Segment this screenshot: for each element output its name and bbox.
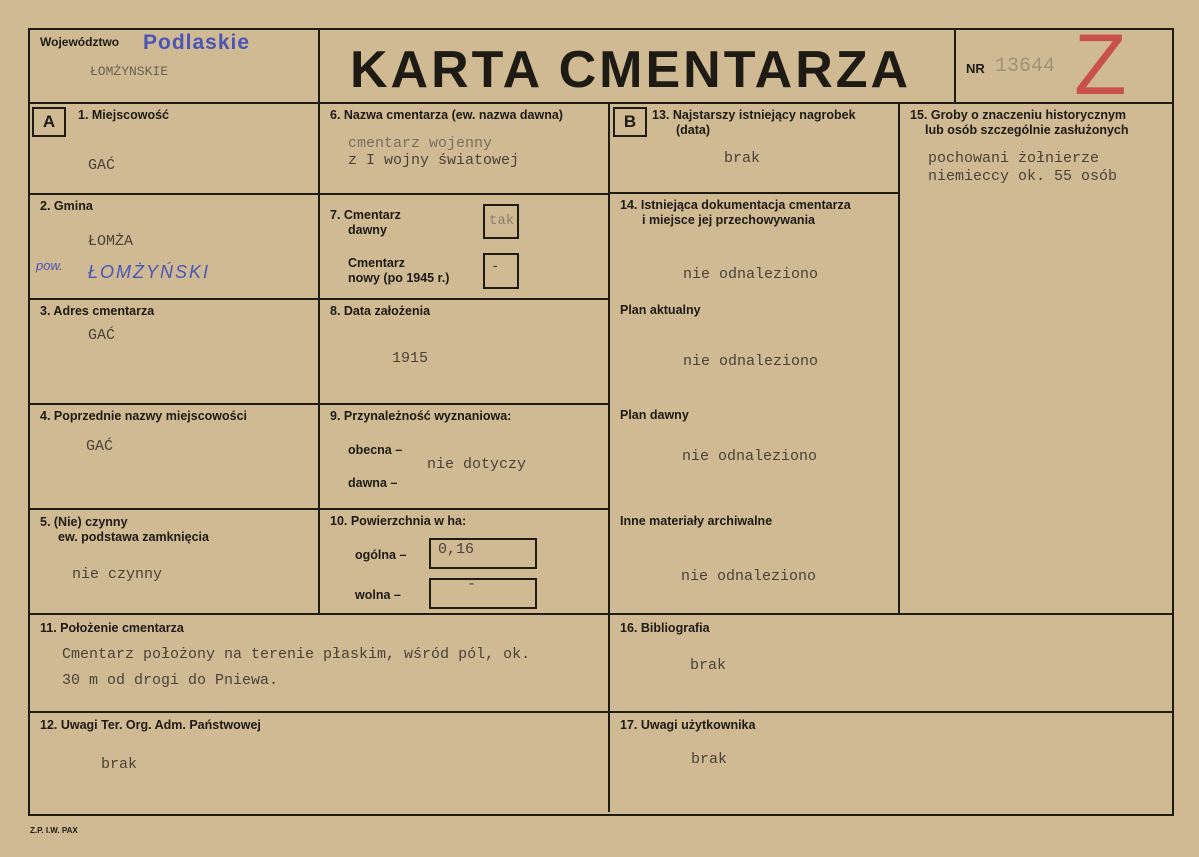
z-mark: Z [1074, 17, 1127, 113]
field-6-value-2: z I wojny światowej [348, 152, 520, 169]
field-6-label: 6. Nazwa cmentarza (ew. nazwa dawna) [330, 108, 563, 122]
plan-aktualny-label: Plan aktualny [620, 303, 701, 317]
field-12-value: brak [101, 756, 138, 773]
field-14-value: nie odnaleziono [683, 266, 819, 283]
field-12-label: 12. Uwagi Ter. Org. Adm. Państwowej [40, 718, 261, 732]
col1-hline-4 [28, 508, 320, 510]
col2-hline-1 [318, 193, 610, 195]
field-13-value: brak [724, 150, 761, 167]
field-7-value-b: - [491, 259, 500, 275]
field-4-value: GAĆ [86, 438, 114, 455]
field-17-label: 17. Uwagi użytkownika [620, 718, 756, 732]
field-8-value: 1915 [392, 350, 429, 367]
field-11-label: 11. Położenie cmentarza [40, 621, 184, 635]
field-16-value: brak [690, 657, 727, 674]
wojewodztwo-label: Województwo [40, 35, 120, 49]
field-9-dawna: dawna – [348, 476, 398, 490]
field-7-label-b1: Cmentarz [348, 256, 405, 270]
field-13-label-1: 13. Najstarszy istniejący nagrobek [652, 108, 856, 122]
field-15-value-2: niemieccy ok. 55 osób [928, 168, 1118, 185]
lower-hline-2 [28, 711, 1172, 713]
field-1-value: GAĆ [88, 157, 116, 174]
field-1-label: 1. Miejscowość [78, 108, 170, 122]
field-7-box-b [483, 253, 519, 289]
section-b-badge: B [613, 107, 647, 137]
field-9-value: nie dotyczy [427, 456, 527, 473]
field-16-label: 16. Bibliografia [620, 621, 710, 635]
field-7-value-a: tak [489, 213, 515, 229]
field-6-value-1: cmentarz wojenny [348, 135, 493, 152]
field-3-label: 3. Adres cmentarza [40, 304, 155, 318]
field-14-label-2: i miejsce jej przechowywania [642, 213, 815, 227]
field-17-value: brak [691, 751, 728, 768]
field-2-value: ŁOMŻA [88, 233, 134, 250]
field-10-wolna: wolna – [355, 588, 401, 602]
field-11-value-2: 30 m od drogi do Pniewa. [62, 672, 279, 689]
page-title: KARTA CMENTARZA [350, 41, 912, 99]
field-13-label-2: (data) [676, 123, 711, 137]
field-11-value-1: Cmentarz położony na terenie płaskim, wśród pól, ok. [62, 646, 531, 663]
field-14-label-1: 14. Istniejąca dokumentacja cmentarza [620, 198, 851, 212]
col1-hline-1 [28, 193, 320, 195]
field-8-label: 8. Data założenia [330, 304, 431, 318]
field-9-label: 9. Przynależność wyznaniowa: [330, 409, 512, 423]
wojewodztwo-stamp: Podlaskie [143, 31, 251, 54]
col3-hline-1 [608, 192, 900, 194]
field-10-value-wolna: - [467, 576, 477, 593]
field-10-label: 10. Powierzchnia w ha: [330, 514, 467, 528]
field-10-value-ogolna: 0,16 [438, 541, 475, 558]
field-2-label: 2. Gmina [40, 199, 93, 213]
field-10-box-wolna [429, 578, 537, 609]
col2-hline-4 [318, 508, 610, 510]
col2-hline-2 [318, 298, 610, 300]
field-7-label-b2: nowy (po 1945 r.) [348, 271, 450, 285]
lower-hline-1 [28, 613, 1172, 615]
grid-vline-3 [898, 102, 900, 614]
col1-hline-2 [28, 298, 320, 300]
inne-label: Inne materiały archiwalne [620, 514, 773, 528]
plan-aktualny-value: nie odnaleziono [683, 353, 819, 370]
field-10-ogolna: ogólna – [355, 548, 407, 562]
grid-vline-2 [608, 102, 610, 812]
field-3-value: GAĆ [88, 327, 116, 344]
plan-dawny-value: nie odnaleziono [682, 448, 818, 465]
col1-hline-3 [28, 403, 320, 405]
col2-hline-3 [318, 403, 610, 405]
header-divider [28, 102, 1172, 104]
printer-mark: Z.P. I.W. PAX [30, 826, 78, 835]
field-15-label-2: lub osób szczególnie zasłużonych [925, 123, 1129, 137]
field-5-value: nie czynny [72, 566, 163, 583]
section-a-badge: A [32, 107, 66, 137]
field-15-label-1: 15. Groby o znaczeniu historycznym [910, 108, 1127, 122]
wojewodztwo-old-value: ŁOMŻYNSKIE [90, 64, 169, 79]
plan-dawny-label: Plan dawny [620, 408, 689, 422]
inne-value: nie odnaleziono [681, 568, 817, 585]
field-15-value-1: pochowani żołnierze [928, 150, 1100, 167]
header-vline-1 [318, 28, 320, 104]
field-9-obecna: obecna – [348, 443, 403, 457]
nr-label: NR [966, 61, 985, 76]
field-5-label-1: 5. (Nie) czynny [40, 515, 128, 529]
field-2-pow-value: ŁOMŻYŃSKI [88, 262, 211, 282]
grid-vline-1 [318, 102, 320, 614]
field-4-label: 4. Poprzednie nazwy miejscowości [40, 409, 248, 423]
header-vline-2 [954, 28, 956, 104]
field-7-label-a1: 7. Cmentarz [330, 208, 401, 222]
nr-value: 13644 [995, 55, 1056, 78]
field-5-label-2: ew. podstawa zamknięcia [58, 530, 209, 544]
field-2-pow-prefix: pow. [36, 258, 63, 273]
field-7-label-a2: dawny [348, 223, 387, 237]
